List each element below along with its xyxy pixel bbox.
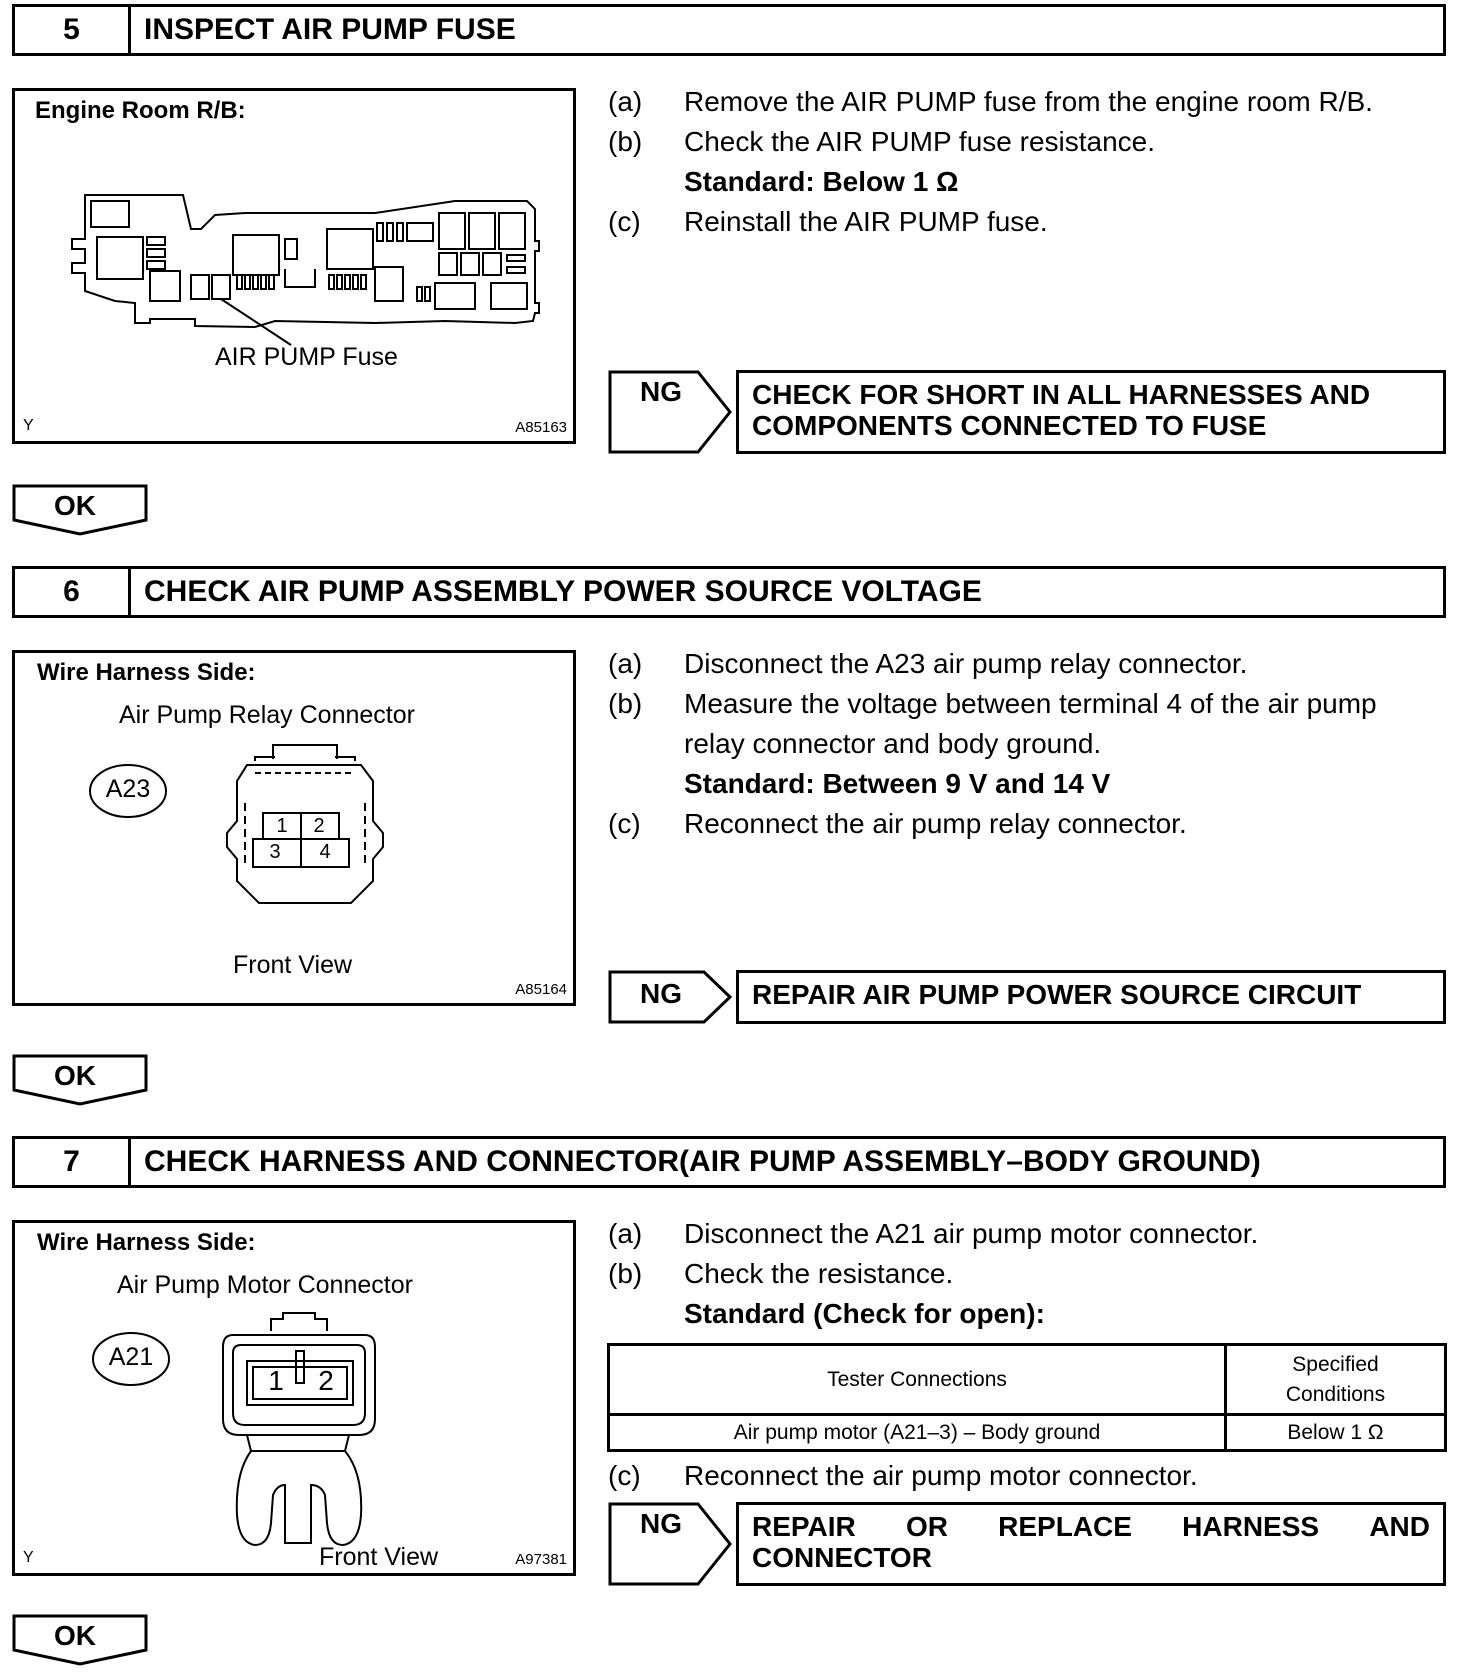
ok-label: OK xyxy=(54,490,96,521)
table-cell-connection: Air pump motor (A21–3) – Body ground xyxy=(609,1415,1226,1451)
step-number: 5 xyxy=(15,7,131,53)
terminal-4: 4 xyxy=(319,841,331,863)
spec-table xyxy=(607,1343,1447,1452)
table-cell-condition: Below 1 Ω xyxy=(1226,1415,1446,1451)
step-7-header xyxy=(12,1136,1446,1188)
connector-name: Air Pump Motor Connector xyxy=(117,1271,413,1299)
connector-id: A23 xyxy=(105,775,151,803)
connector-id: A21 xyxy=(108,1343,154,1371)
ok-label: OK xyxy=(54,1620,96,1651)
figure-heading: Wire Harness Side: xyxy=(37,659,256,686)
step-title: CHECK HARNESS AND CONNECTOR(AIR PUMP ASSEMBLY–BODY GROUND) xyxy=(144,1145,1261,1178)
ng-result-box: REPAIR OR REPLACE HARNESS AND CONNECTOR xyxy=(736,1502,1446,1586)
fuse-callout: AIR PUMP Fuse xyxy=(215,343,398,371)
figure-id: A85163 xyxy=(515,419,567,436)
motor-connector-figure xyxy=(12,1220,576,1576)
terminal-1: 1 xyxy=(276,815,288,837)
step-number: 6 xyxy=(15,569,131,615)
ng-result-line-1: REPAIR OR REPLACE HARNESS AND xyxy=(752,1511,1430,1542)
figure-heading: Wire Harness Side: xyxy=(37,1229,256,1256)
step-title: INSPECT AIR PUMP FUSE xyxy=(144,13,516,46)
terminal-1: 1 xyxy=(268,1365,284,1396)
fuse-box-figure xyxy=(12,88,576,444)
table-header-tester: Tester Connections xyxy=(609,1345,1226,1415)
table-header-specified: Specified Conditions xyxy=(1226,1345,1446,1415)
figure-heading: Engine Room R/B: xyxy=(35,97,246,124)
terminal-2: 2 xyxy=(313,815,325,837)
ng-label: NG xyxy=(640,376,682,407)
terminal-3: 3 xyxy=(269,841,281,863)
relay-block-diagram xyxy=(15,91,573,441)
corner-mark: Y xyxy=(23,417,34,434)
corner-mark: Y xyxy=(23,1549,34,1566)
relay-connector-figure xyxy=(12,650,576,1006)
step-6-header xyxy=(12,566,1446,618)
view-label: Front View xyxy=(319,1543,439,1571)
ng-label: NG xyxy=(640,1508,682,1539)
ng-result-box: CHECK FOR SHORT IN ALL HARNESSES AND COMPONENTS CONNECTED TO FUSE xyxy=(736,370,1446,454)
view-label: Front View xyxy=(233,951,353,979)
figure-id: A85164 xyxy=(515,981,567,998)
figure-id: A97381 xyxy=(515,1551,567,1568)
step-number: 7 xyxy=(15,1139,131,1185)
ng-result-box: REPAIR AIR PUMP POWER SOURCE CIRCUIT xyxy=(736,970,1446,1024)
connector-name: Air Pump Relay Connector xyxy=(119,701,415,729)
ok-label: OK xyxy=(54,1060,96,1091)
step-title: CHECK AIR PUMP ASSEMBLY POWER SOURCE VOLTAGE xyxy=(144,575,982,608)
terminal-2: 2 xyxy=(318,1365,334,1396)
step-5-header xyxy=(12,4,1446,56)
ng-label: NG xyxy=(640,978,682,1009)
